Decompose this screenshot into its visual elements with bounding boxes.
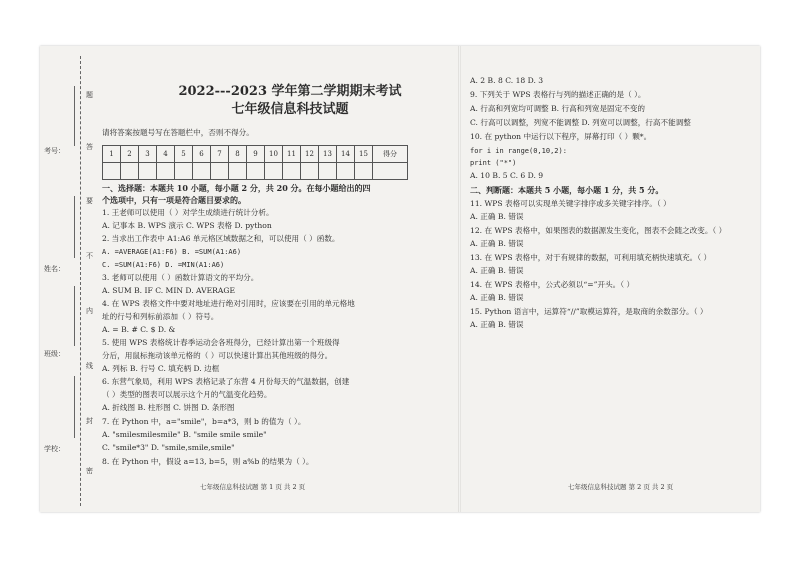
margin-fill-line (74, 286, 75, 346)
grid-cell: 11 (283, 146, 301, 163)
q10-options: A. 10 B. 5 C. 6 D. 9 (470, 171, 544, 180)
grid-cell: 15 (355, 146, 373, 163)
q9-options-ab: A. 行高和列宽均可调整 B. 行高和列宽是固定不变的 (470, 104, 646, 113)
q2-options-ab: A. =AVERAGE(A1:F6) B. =SUM(A1:A6) (102, 248, 242, 256)
grid-cell-score: 得分 (373, 146, 408, 163)
question-10: 10. 在 python 中运行以下程序，屏幕打印（ ）颗*。 (470, 132, 652, 141)
answer-cell[interactable] (211, 163, 229, 180)
q9-options-cd: C. 行高可以调整，列宽不能调整 D. 列宽可以调整，行高不能调整 (470, 118, 691, 127)
q10-code-line1: for i in range(0,10,2): (470, 147, 567, 155)
answer-cell[interactable] (103, 163, 121, 180)
seal-char: 题 (86, 91, 93, 99)
question-2: 2. 当求出工作表中 A1:A6 单元格区域数据之和，可以使用（ ）函数。 (102, 234, 340, 243)
q7-options-ab: A. "smilesmilesmile" B. "smile smile smile" (102, 430, 267, 439)
q15-options: A. 正确 B. 错误 (470, 320, 524, 329)
margin-field-class: 班级： (44, 350, 65, 358)
page-fold (458, 46, 461, 512)
answer-cell[interactable] (121, 163, 139, 180)
answer-cell[interactable] (283, 163, 301, 180)
answer-cell[interactable] (229, 163, 247, 180)
q12-options: A. 正确 B. 错误 (470, 239, 524, 248)
question-13: 13. 在 WPS 表格中，对于有规律的数据，可利用填充柄快速填充。（ ） (470, 253, 712, 262)
question-9: 9. 下列关于 WPS 表格行与列的描述正确的是（ ）。 (470, 90, 646, 99)
q3-options: A. SUM B. IF C. MIN D. AVERAGE (102, 286, 235, 295)
answer-cell[interactable] (193, 163, 211, 180)
answer-cell[interactable] (139, 163, 157, 180)
exam-title-line1: 2022---2023 学年第二学期期末考试 (178, 84, 402, 99)
q13-options: A. 正确 B. 错误 (470, 266, 524, 275)
grid-cell: 12 (301, 146, 319, 163)
question-6: 6. 东营气象局，利用 WPS 表格记录了东营 4 月份每天的气温数据，创建 (102, 377, 350, 386)
margin-field-exam-number: 考号： (44, 147, 65, 155)
q2-options-cd: C. =SUM(A1:F6) D. =MIN(A1:A6) (102, 261, 225, 269)
page-1-footer: 七年级信息科技试题 第 1 页 共 2 页 (200, 483, 306, 491)
question-4: 4. 在 WPS 表格文件中要对地址进行绝对引用时，应该要在引用的单元格地 (102, 299, 355, 308)
exam-title-line2: 七年级信息科技试题 (231, 102, 349, 117)
page-2-footer: 七年级信息科技试题 第 2 页 共 2 页 (568, 483, 674, 491)
question-5: 5. 使用 WPS 表格统计春季运动会各班得分，已经计算出第一个班级得 (102, 338, 340, 347)
grid-cell: 10 (265, 146, 283, 163)
question-1: 1. 王老师可以使用（ ）对学生成绩进行统计分析。 (102, 208, 274, 217)
grid-cell: 7 (211, 146, 229, 163)
grid-cell: 2 (121, 146, 139, 163)
answer-cell[interactable] (157, 163, 175, 180)
section2-heading: 二、判断题：本题共 5 小题，每小题 1 分，共 5 分。 (470, 185, 664, 195)
question-4-cont: 址的行号和列标前添加（ ）符号。 (102, 312, 219, 321)
answer-cell[interactable] (247, 163, 265, 180)
grid-cell: 8 (229, 146, 247, 163)
seal-char: 内 (86, 307, 93, 315)
answer-cell-score[interactable] (373, 163, 408, 180)
seal-char: 密 (86, 467, 93, 475)
seal-char: 答 (86, 143, 93, 151)
q6-options: A. 折线图 B. 柱形图 C. 饼图 D. 条形图 (102, 403, 235, 412)
margin-fill-line (74, 86, 75, 146)
question-8: 8. 在 Python 中，假设 a=13, b=5，则 a%b 的结果为（ ）。 (102, 457, 314, 466)
margin-field-school: 学校： (44, 445, 65, 453)
margin-field-name: 姓名： (44, 265, 65, 273)
seal-char: 要 (86, 197, 93, 205)
margin-fill-line (74, 376, 75, 438)
grid-cell: 3 (139, 146, 157, 163)
question-11: 11. WPS 表格可以实现单关键字排序或多关键字排序。（ ） (470, 199, 671, 208)
answer-cell[interactable] (265, 163, 283, 180)
grid-cell: 13 (319, 146, 337, 163)
section1-heading: 一、选择题：本题共 10 小题，每小题 2 分，共 20 分。在每小题给出的四 (102, 183, 371, 193)
answer-cell[interactable] (175, 163, 193, 180)
answer-instruction: 请将答案按题号写在答题栏中，否则不得分。 (102, 128, 254, 137)
answer-cell[interactable] (319, 163, 337, 180)
q7-options-cd: C. "smile*3" D. "smile,smile,smile" (102, 443, 235, 452)
margin-fill-line (74, 196, 75, 258)
question-3: 3. 老师可以使用（ ）函数计算语文的平均分。 (102, 273, 259, 282)
grid-cell: 1 (103, 146, 121, 163)
grid-cell: 5 (175, 146, 193, 163)
grid-cell: 4 (157, 146, 175, 163)
grid-cell: 6 (193, 146, 211, 163)
exam-sheet (40, 46, 760, 512)
q8-options: A. 2 B. 8 C. 18 D. 3 (470, 76, 544, 85)
q5-options: A. 列标 B. 行号 C. 填充柄 D. 边框 (102, 364, 220, 373)
q4-options: A. = B. # C. $ D. & (102, 325, 176, 334)
binding-margin-line (80, 56, 81, 506)
q14-options: A. 正确 B. 错误 (470, 293, 524, 302)
answer-cell[interactable] (337, 163, 355, 180)
seal-char: 封 (86, 417, 93, 425)
grid-cell: 9 (247, 146, 265, 163)
question-15: 15. Python 语言中，运算符“//”取模运算符，是取商的余数部分。（ ） (470, 307, 708, 316)
question-12: 12. 在 WPS 表格中，如果图表的数据源发生变化，图表不会随之改变。（ ） (470, 226, 727, 235)
grid-cell: 14 (337, 146, 355, 163)
section1-heading-cont: 个选项中，只有一项是符合题目要求的。 (102, 195, 246, 205)
q11-options: A. 正确 B. 错误 (470, 212, 524, 221)
answer-cell[interactable] (355, 163, 373, 180)
seal-char: 线 (86, 362, 93, 370)
question-14: 14. 在 WPS 表格中，公式必须以“=”开头。（ ） (470, 280, 635, 289)
question-5-cont: 分后，用鼠标拖动该单元格的（ ）可以快速计算出其他班级的得分。 (102, 351, 333, 360)
answer-cell[interactable] (301, 163, 319, 180)
question-6-cont: （ ）类型的图表可以展示这个月的气温变化趋势。 (102, 390, 272, 399)
q10-code-line2: print ("*") (470, 159, 517, 167)
answer-grid-row (103, 163, 408, 180)
answer-grid (102, 145, 408, 180)
seal-char: 不 (86, 252, 93, 260)
q1-options: A. 记事本 B. WPS 演示 C. WPS 表格 D. python (102, 221, 272, 230)
answer-grid-header (103, 146, 408, 163)
question-7: 7. 在 Python 中，a="smile"，b=a*3，则 b 的值为（ ）。 (102, 417, 306, 426)
